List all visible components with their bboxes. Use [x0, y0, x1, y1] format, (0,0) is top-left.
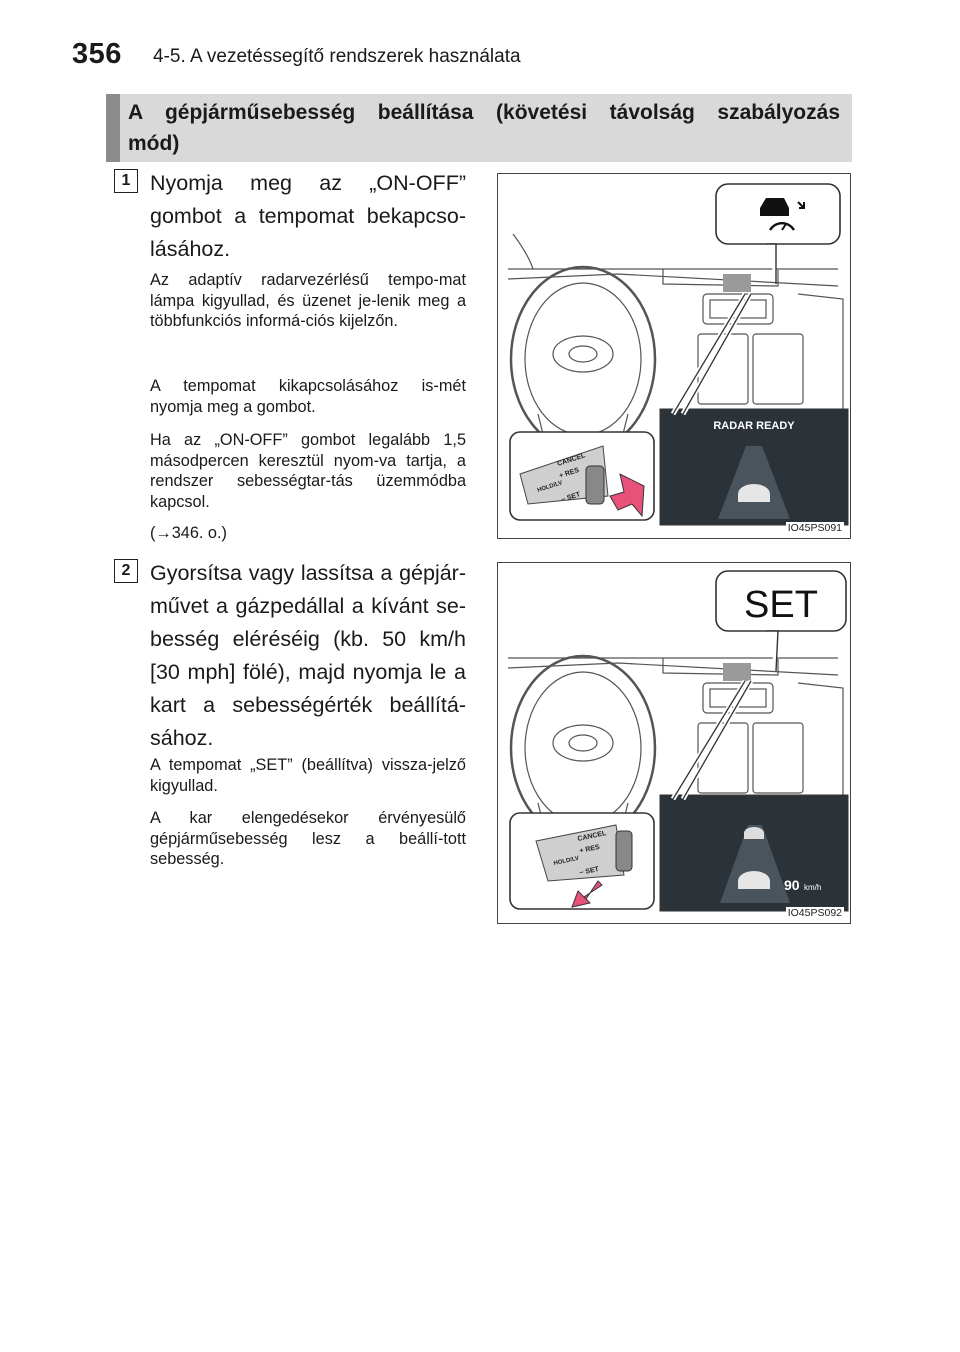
- lever-label-set-2: − SET: [578, 866, 600, 877]
- set-indicator-text: SET: [744, 584, 818, 626]
- step-2-note-2: A kar elengedésekor érvényesülő gépjárműsebesség lesz a beállí-tott sebesség.: [150, 809, 466, 869]
- section-title: A gépjárműsebesség beállítása (követési távolság szabályozás mód): [128, 101, 840, 155]
- lever-inset: [510, 432, 654, 520]
- step-1-instruction: Nyomja meg az „ON-OFF” gombot a tempomat bekapcso-lásához.: [150, 171, 466, 261]
- step-1-note-1: Az adaptív radarvezérlésű tempo-mat lámpa kigyullad, és üzenet je-lenik meg a többfunkciós informá-ciós kijelzőn.: [150, 271, 466, 331]
- page-number: 356: [72, 38, 122, 70]
- cluster-display-marker-2: [723, 663, 751, 681]
- multi-info-display: [660, 409, 848, 525]
- lever-label-cancel: CANCEL: [556, 452, 587, 468]
- section-header-stripe: [106, 94, 120, 162]
- speed-value: 90: [784, 877, 800, 893]
- step-number-1: 1: [114, 169, 138, 193]
- callout-set-box: [716, 571, 846, 671]
- multi-info-display-2: [660, 795, 848, 911]
- display-status-text: RADAR READY: [713, 420, 795, 432]
- figure-radar-ready: [497, 173, 851, 539]
- cockpit-illustration-2: [498, 563, 851, 924]
- figure-code-2: IO45PS092: [787, 907, 842, 919]
- step-1-note-2: A tempomat kikapcsolásához is-mét nyomja meg a gombot.: [150, 377, 466, 416]
- lever-label-hold-2: HOLD/LV: [553, 855, 580, 867]
- step-2-note-1: A tempomat „SET” (beállítva) vissza-jelző kigyullad.: [150, 756, 466, 795]
- lever-label-set: − SET: [560, 491, 582, 504]
- step-1-note-3: Ha az „ON-OFF” gombot legalább 1,5 másodpercen keresztül nyom-va tartja, a rendszer sebességtar-tás üzemmódba kapcsol.: [150, 431, 466, 511]
- lever-inset-2: [510, 813, 654, 909]
- speed-unit: km/h: [804, 883, 822, 892]
- lever-label-cancel-2: CANCEL: [576, 830, 607, 843]
- lever-label-hold: HOLD/LV: [536, 480, 564, 494]
- lever-label-res: + RES: [558, 466, 581, 480]
- step-1-note-4: (→346. o.): [150, 524, 227, 542]
- figure-set-speed: [497, 562, 851, 924]
- figure-code-1: IO45PS091: [787, 522, 842, 534]
- cluster-display-marker: [723, 274, 751, 292]
- step-number-2: 2: [114, 559, 138, 583]
- lever-label-res-2: + RES: [578, 843, 601, 855]
- cockpit-illustration-1: [498, 174, 851, 539]
- chapter-title: 4-5. A vezetéssegítő rendszerek használata: [153, 46, 521, 67]
- step-2-instruction: Gyorsítsa vagy lassítsa a gépjár-művet a gázpedállal a kívánt se-besség eléréséig (kb. 50 km/h [30 mph] fölé), majd nyomja le a kart a sebességérték beállítá-sához.: [150, 561, 466, 750]
